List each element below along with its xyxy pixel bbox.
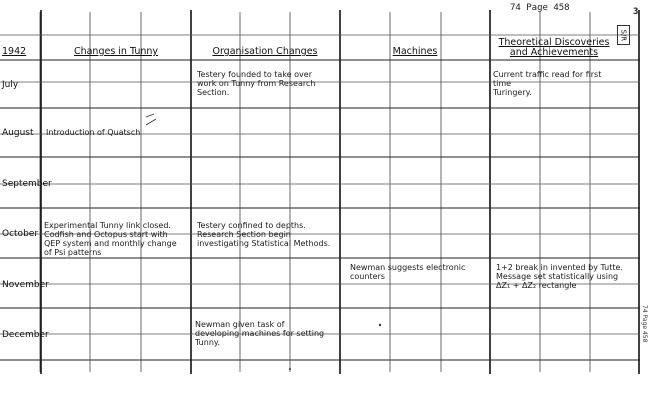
october-changes: Experimental Tunny link closed. Codfish and Octopus start with QEP system and monthly change of Psi patterns: [44, 221, 177, 257]
theoretical-header-line2: and Achievements: [509, 47, 599, 58]
year-header: 1942: [2, 46, 27, 57]
october-organisation: Testery confined to depths. Research Section begin investigating Statistical Methods.: [197, 221, 331, 248]
stamp-text: S/R: [619, 29, 628, 42]
changes-header: Changes in Tunny: [73, 46, 159, 57]
theoretical-header-line1: Theoretical Discoveries: [498, 37, 610, 48]
corner-number: 3: [633, 7, 639, 17]
margin-note: 74 Page 458: [641, 305, 648, 343]
december-organisation: Newman given task of developing machines for setting Tunny.: [195, 320, 325, 347]
machines-header: Machines: [392, 46, 438, 57]
month-august: August: [2, 128, 34, 138]
july-organisation: Testery founded to take over work on Tunny from Research Section.: [197, 70, 316, 97]
month-september: September: [2, 179, 52, 189]
month-december: December: [2, 330, 49, 340]
august-changes: Introduction of Quatsch: [46, 128, 141, 137]
page-label: 74 Page 458: [510, 3, 570, 13]
month-october: October: [2, 229, 39, 239]
november-theoretical: 1+2 break in invented by Tutte. Message set statistically using ΔZ₁ + ΔZ₂ rectangle: [496, 263, 623, 290]
month-november: November: [2, 280, 49, 290]
month-july: July: [2, 80, 19, 90]
november-machines: Newman suggests electronic counters: [350, 263, 466, 281]
organisation-header: Organisation Changes: [212, 46, 318, 57]
archive-stamp: [617, 25, 630, 45]
july-theoretical: Current traffic read for first time Turingery.: [493, 70, 602, 97]
